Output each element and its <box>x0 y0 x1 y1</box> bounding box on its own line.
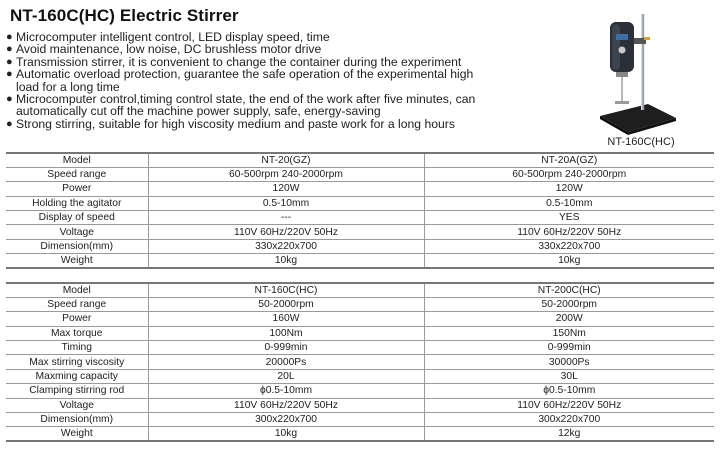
feature-item: ● Avoid maintenance, low noise, DC brushless motor drive <box>6 42 322 57</box>
cell-value: 300x220x700 <box>424 413 714 427</box>
cell-value: 50-2000rpm <box>148 297 424 311</box>
bullet-icon: ● <box>6 43 13 56</box>
cell-value: 10kg <box>424 254 714 268</box>
table-row <box>6 182 714 196</box>
table-row <box>6 427 714 441</box>
table-row <box>6 167 714 181</box>
row-label: Power <box>6 182 148 196</box>
speed-knob <box>619 47 626 54</box>
cell-value: 300x220x700 <box>148 413 424 427</box>
table-row <box>6 413 714 427</box>
feature-item: ● Automatic overload protection, guarantee the safe operation of the experimental high load for a long time <box>6 67 474 94</box>
cell-value: 160W <box>148 312 424 326</box>
cell-value: NT-160C(HC) <box>148 283 424 297</box>
table-row <box>6 312 714 326</box>
cell-value: 110V 60Hz/220V 50Hz <box>148 398 424 412</box>
spec-table-2 <box>6 282 714 442</box>
cell-value: 60-500rpm 240-2000rpm <box>424 167 714 181</box>
table-row <box>6 398 714 412</box>
feature-item: ● Strong stirring, suitable for high viscosity medium and paste work for a long hours <box>6 116 455 131</box>
table-row <box>6 153 714 167</box>
cell-value: 110V 60Hz/220V 50Hz <box>424 225 714 239</box>
speed-display <box>616 34 628 40</box>
table-row <box>6 355 714 369</box>
row-label: Holding the agitator <box>6 196 148 210</box>
feature-item: ● Microcomputer control,timing control state, the end of the work after five minutes, can automatically cut off the machine power supply, safe, energy-saving <box>6 92 476 119</box>
cell-value: NT-200C(HC) <box>424 283 714 297</box>
row-label: Dimension(mm) <box>6 239 148 253</box>
table-row <box>6 196 714 210</box>
cell-value: 0-999min <box>148 341 424 355</box>
stirrer-product-image <box>596 8 678 136</box>
cell-value: 60-500rpm 240-2000rpm <box>148 167 424 181</box>
stand-base <box>600 104 676 132</box>
table-row <box>6 297 714 311</box>
cell-value: 110V 60Hz/220V 50Hz <box>424 398 714 412</box>
row-label: Timing <box>6 341 148 355</box>
row-label: Weight <box>6 427 148 441</box>
feature-list <box>6 31 596 130</box>
table-row <box>6 341 714 355</box>
table-row <box>6 254 714 268</box>
row-label: Max torque <box>6 326 148 340</box>
cell-value: 10kg <box>148 427 424 441</box>
cell-value: 200W <box>424 312 714 326</box>
cell-value: --- <box>148 211 424 225</box>
cell-value: 120W <box>424 182 714 196</box>
cell-value: 50-2000rpm <box>424 297 714 311</box>
cell-value: 10kg <box>148 254 424 268</box>
feature-item: ● Microcomputer intelligent control, LED display speed, time <box>6 30 330 44</box>
cell-value: ϕ0.5-10mm <box>148 384 424 398</box>
stirring-shaft <box>621 77 623 103</box>
cell-value: 12kg <box>424 427 714 441</box>
product-caption: NT-160C(HC) <box>607 136 675 148</box>
cell-value: NT-20A(GZ) <box>424 153 714 167</box>
spec-table-1 <box>6 152 714 269</box>
page-title: NT-160C(HC) Electric Stirrer <box>10 6 239 25</box>
cell-value: 30L <box>424 369 714 383</box>
table-row <box>6 369 714 383</box>
bullet-icon: ● <box>6 93 13 106</box>
bullet-icon: ● <box>6 31 13 43</box>
cell-value: 0-999min <box>424 341 714 355</box>
feature-item: ● Transmission stirrer, it is convenient to change the container during the experiment <box>6 54 462 69</box>
row-label: Speed range <box>6 167 148 181</box>
row-label: Model <box>6 283 148 297</box>
row-label: Dimension(mm) <box>6 413 148 427</box>
table-row <box>6 239 714 253</box>
bullet-icon: ● <box>6 68 13 81</box>
table-row <box>6 384 714 398</box>
row-label: Max stirring viscosity <box>6 355 148 369</box>
row-label: Model <box>6 153 148 167</box>
cell-value: 330x220x700 <box>148 239 424 253</box>
table-row <box>6 211 714 225</box>
row-label: Voltage <box>6 225 148 239</box>
row-label: Weight <box>6 254 148 268</box>
cell-value: 20L <box>148 369 424 383</box>
bullet-icon: ● <box>6 55 13 68</box>
cell-value: 120W <box>148 182 424 196</box>
cell-value: 0.5-10mm <box>148 196 424 210</box>
cell-value: 30000Ps <box>424 355 714 369</box>
table-row <box>6 326 714 340</box>
cell-value: NT-20(GZ) <box>148 153 424 167</box>
cell-value: 20000Ps <box>148 355 424 369</box>
table-row <box>6 283 714 297</box>
cell-value: ϕ0.5-10mm <box>424 384 714 398</box>
table-row <box>6 225 714 239</box>
row-label: Speed range <box>6 297 148 311</box>
bullet-icon: ● <box>6 117 13 130</box>
row-label: Voltage <box>6 398 148 412</box>
cell-value: YES <box>424 211 714 225</box>
cell-value: 150Nm <box>424 326 714 340</box>
row-label: Power <box>6 312 148 326</box>
cell-value: 110V 60Hz/220V 50Hz <box>148 225 424 239</box>
cell-value: 0.5-10mm <box>424 196 714 210</box>
cell-value: 100Nm <box>148 326 424 340</box>
row-label: Display of speed <box>6 211 148 225</box>
row-label: Clamping stirring rod <box>6 384 148 398</box>
cell-value: 330x220x700 <box>424 239 714 253</box>
row-label: Maxming capacity <box>6 369 148 383</box>
